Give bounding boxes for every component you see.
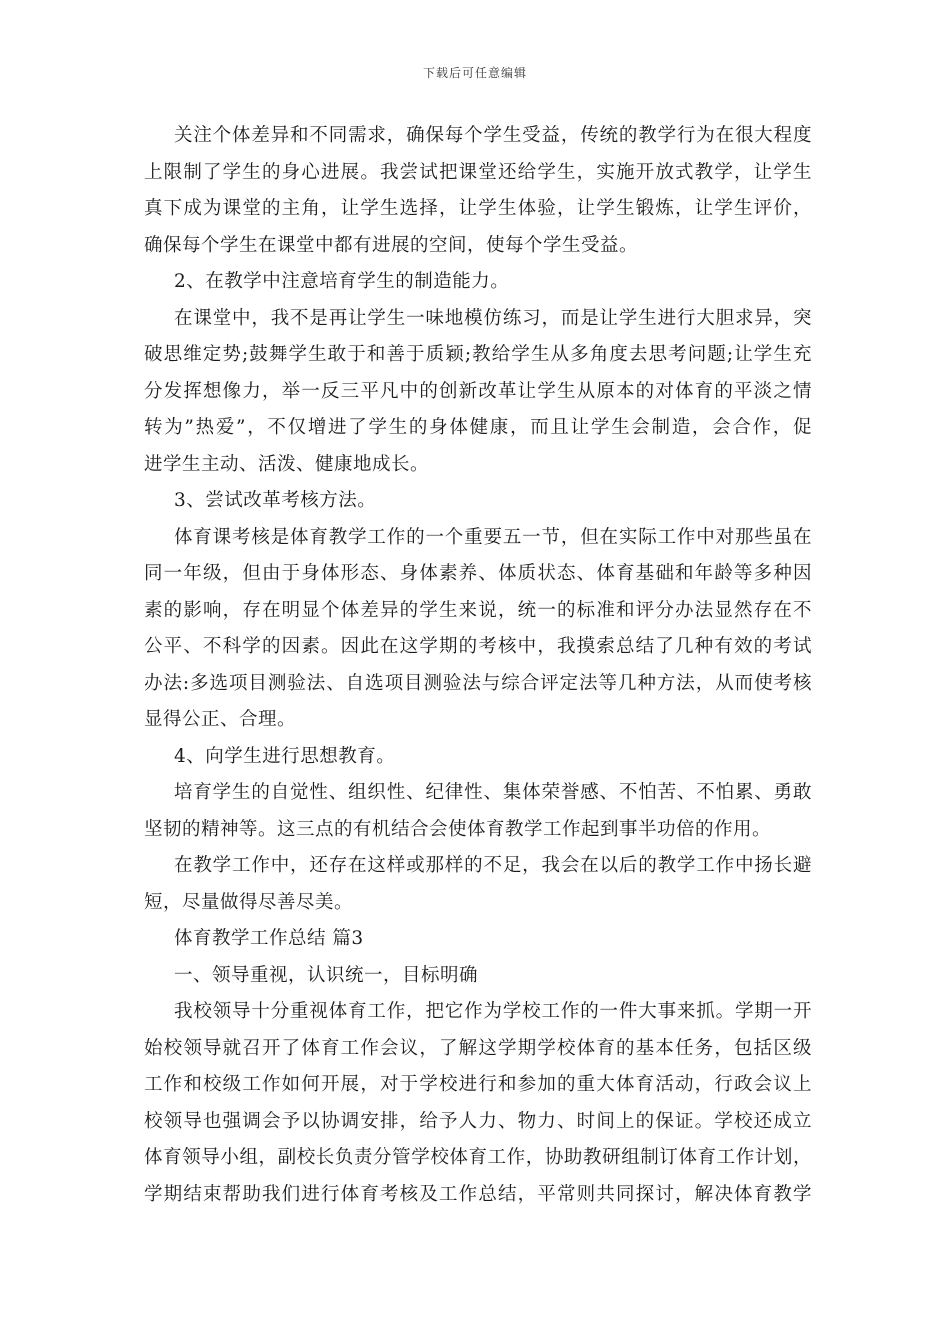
- text-line: 破思维定势;鼓舞学生敢于和善于质颖;教给学生从多角度去思考问题;让学生充: [144, 344, 812, 365]
- text-line: 显得公正、合理。: [144, 709, 297, 730]
- text-line: 短，尽量做得尽善尽美。: [144, 891, 354, 913]
- text-line: 体育领导小组，副校长负责分管学校体育工作，协助教研组制订体育工作计划，: [144, 1147, 812, 1168]
- text-line: 我校领导十分重视体育工作，把它作为学校工作的一件大事来抓。学期一开: [174, 1001, 812, 1022]
- text-line: 2、在教学中注意培育学生的制造能力。: [174, 271, 510, 292]
- text-line: 在教学工作中，还存在这样或那样的不足，我会在以后的教学工作中扬长避: [174, 855, 812, 876]
- text-line: 在课堂中，我不是再让学生一味地模仿练习，而是让学生进行大胆求异，突: [174, 307, 812, 329]
- text-line: 校领导也强调会予以协调安排，给予人力、物力、时间上的保证。学校还成立: [144, 1110, 812, 1132]
- document-body: [144, 122, 812, 1217]
- text-line: 办法:多选项目测验法、自选项目测验法与综合评定法等几种方法，从而使考核: [144, 672, 812, 694]
- text-line: 4、向学生进行思想教育。: [174, 745, 396, 767]
- text-line: 坚韧的精神等。这三点的有机结合会使体育教学工作起到事半功倍的作用。: [144, 818, 772, 840]
- text-line: 公平、不科学的因素。因此在这学期的考核中，我摸索总结了几种有效的考试: [144, 636, 812, 657]
- text-line: 确保每个学生在课堂中都有进展的空间，使每个学生受益。: [144, 234, 639, 256]
- text-line: 上限制了学生的身心进展。我尝试把课堂还给学生，实施开放式教学，让学生: [144, 161, 812, 183]
- page-header: 下载后可任意编辑: [422, 66, 527, 80]
- text-line: 真下成为课堂的主角，让学生选择，让学生体验，让学生锻炼，让学生评价，: [144, 198, 812, 219]
- text-line: 培育学生的自觉性、组织性、纪律性、集体荣誉感、不怕苦、不怕累、勇敢: [174, 782, 812, 803]
- text-line: 素的影响，存在明显个体差异的学生来说，统一的标准和评分办法显然存在不: [144, 599, 812, 621]
- text-line: 一、领导重视，认识统一，目标明确: [174, 964, 479, 986]
- text-line: 始校领导就召开了体育工作会议，了解这学期学校体育的基本任务，包括区级: [144, 1037, 812, 1059]
- text-line: 体育教学工作总结 篇3: [174, 928, 364, 949]
- text-line: 同一年级，但由于身体形态、身体素养、体质状态、体育基础和年龄等多种因: [144, 563, 812, 584]
- text-line: 工作和校级工作如何开展，对于学校进行和参加的重大体育活动，行政会议上: [144, 1074, 812, 1095]
- text-line: 3、尝试改革考核方法。: [174, 490, 377, 511]
- text-line: 转为”热爱”，不仅增进了学生的身体健康，而且让学生会制造，会合作，促: [144, 417, 812, 438]
- text-line: 关注个体差异和不同需求，确保每个学生受益，传统的教学行为在很大程度: [174, 125, 812, 146]
- text-line: 进学生主动、活泼、健康地成长。: [144, 453, 430, 475]
- text-line: 学期结束帮助我们进行体育考核及工作总结，平常则共同探讨，解决体育教学: [144, 1183, 812, 1205]
- text-line: 分发挥想像力，举一反三平凡中的创新改革让学生从原本的对体育的平淡之情: [144, 380, 812, 402]
- text-line: 体育课考核是体育教学工作的一个重要五一节，但在实际工作中对那些虽在: [174, 526, 812, 548]
